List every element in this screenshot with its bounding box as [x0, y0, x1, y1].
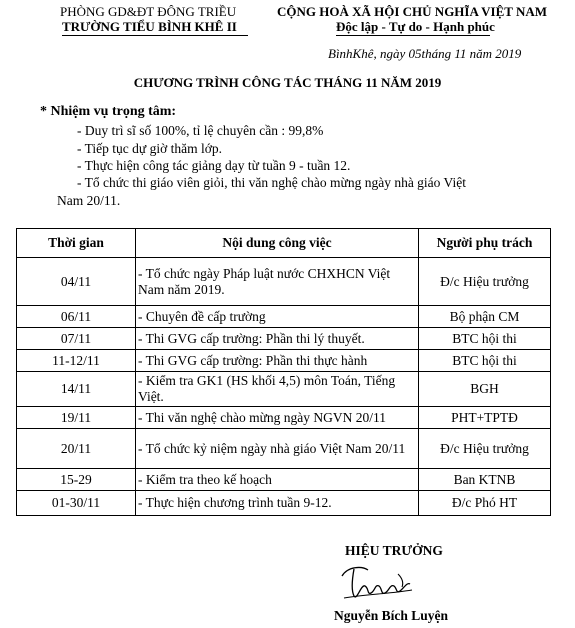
cell-time: 07/11: [17, 328, 136, 350]
cell-owner: Bộ phận CM: [419, 306, 551, 328]
table-row: [17, 350, 551, 372]
tasks-heading: * Nhiệm vụ trọng tâm:: [40, 104, 177, 119]
cell-owner: Ban KTNB: [419, 469, 551, 491]
cell-content: - Thi văn nghệ chào mừng ngày NGVN 20/11: [136, 407, 419, 429]
cell-content: - Tổ chức ngày Pháp luật nước CHXHCN Việt Nam năm 2019.: [136, 258, 419, 306]
cell-owner: BTC hội thi: [419, 350, 551, 372]
document-title: CHƯƠNG TRÌNH CÔNG TÁC THÁNG 11 NĂM 2019: [133, 75, 442, 90]
cell-time: 15-29: [17, 469, 136, 491]
cell-owner: BGH: [419, 372, 551, 407]
cell-content: - Thi GVG cấp trường: Phần thi lý thuyết.: [136, 328, 419, 350]
cell-owner: BTC hội thi: [419, 328, 551, 350]
cell-content: - Kiểm tra GK1 (HS khối 4,5) môn Toán, Tiếng Việt.: [136, 372, 419, 407]
cell-time: 01-30/11: [17, 491, 136, 516]
cell-time: 19/11: [17, 407, 136, 429]
cell-time: 14/11: [17, 372, 136, 407]
nation-motto: Độc lập - Tự do - Hạnh phúc: [336, 19, 495, 34]
org-underline: [62, 35, 248, 36]
cell-owner: Đ/c Phó HT: [419, 491, 551, 516]
header-time: Thời gian: [17, 229, 136, 258]
handwritten-signature-icon: [338, 562, 418, 604]
table-row: [17, 407, 551, 429]
task-item: - Thực hiện công tác giảng dạy từ tuần 9 - tuần 12.: [77, 158, 351, 173]
signature-role: HIỆU TRƯỞNG: [345, 543, 443, 558]
org-bottom: TRƯỜNG TIỂU BÌNH KHÊ II: [62, 19, 237, 34]
cell-owner: Đ/c Hiệu trưởng: [419, 429, 551, 469]
task-item-continuation: Nam 20/11.: [57, 193, 121, 208]
task-item: - Duy trì sĩ số 100%, tỉ lệ chuyên cần : 99,8%: [77, 123, 324, 138]
table-header-row: [17, 229, 551, 258]
header-owner: Người phụ trách: [419, 229, 551, 258]
header-content: Nội dung công việc: [136, 229, 419, 258]
signature-mark: [338, 562, 418, 609]
cell-time: 20/11: [17, 429, 136, 469]
cell-owner: PHT+TPTĐ: [419, 407, 551, 429]
cell-content: - Kiểm tra theo kế hoạch: [136, 469, 419, 491]
cell-owner: Đ/c Hiệu trưởng: [419, 258, 551, 306]
table-row: [17, 328, 551, 350]
table-row: [17, 258, 551, 306]
cell-time: 11-12/11: [17, 350, 136, 372]
table-row: [17, 372, 551, 407]
schedule-table: [16, 228, 551, 516]
cell-content: - Thực hiện chương trình tuần 9-12.: [136, 491, 419, 516]
cell-time: 06/11: [17, 306, 136, 328]
date-line: BìnhKhê, ngày 05tháng 11 năm 2019: [328, 46, 522, 61]
table-row: [17, 306, 551, 328]
table-row: [17, 429, 551, 469]
cell-content: - Chuyên đề cấp trường: [136, 306, 419, 328]
org-top: PHÒNG GD&ĐT ĐÔNG TRIỀU: [60, 4, 237, 19]
task-item: - Tổ chức thi giáo viên giỏi, thi văn nghệ chào mừng ngày nhà giáo Việt: [77, 175, 466, 190]
nation-title: CỘNG HOÀ XÃ HỘI CHỦ NGHĨA VIỆT NAM: [277, 4, 548, 19]
task-item: - Tiếp tục dự giờ thăm lớp.: [77, 141, 222, 156]
cell-time: 04/11: [17, 258, 136, 306]
table-row: [17, 469, 551, 491]
table-row: [17, 491, 551, 516]
cell-content: - Thi GVG cấp trường: Phần thi thực hành: [136, 350, 419, 372]
signature-name: Nguyễn Bích Luyện: [334, 608, 449, 623]
cell-content: - Tổ chức kỷ niệm ngày nhà giáo Việt Nam 20/11: [136, 429, 419, 469]
motto-underline: [336, 35, 490, 36]
